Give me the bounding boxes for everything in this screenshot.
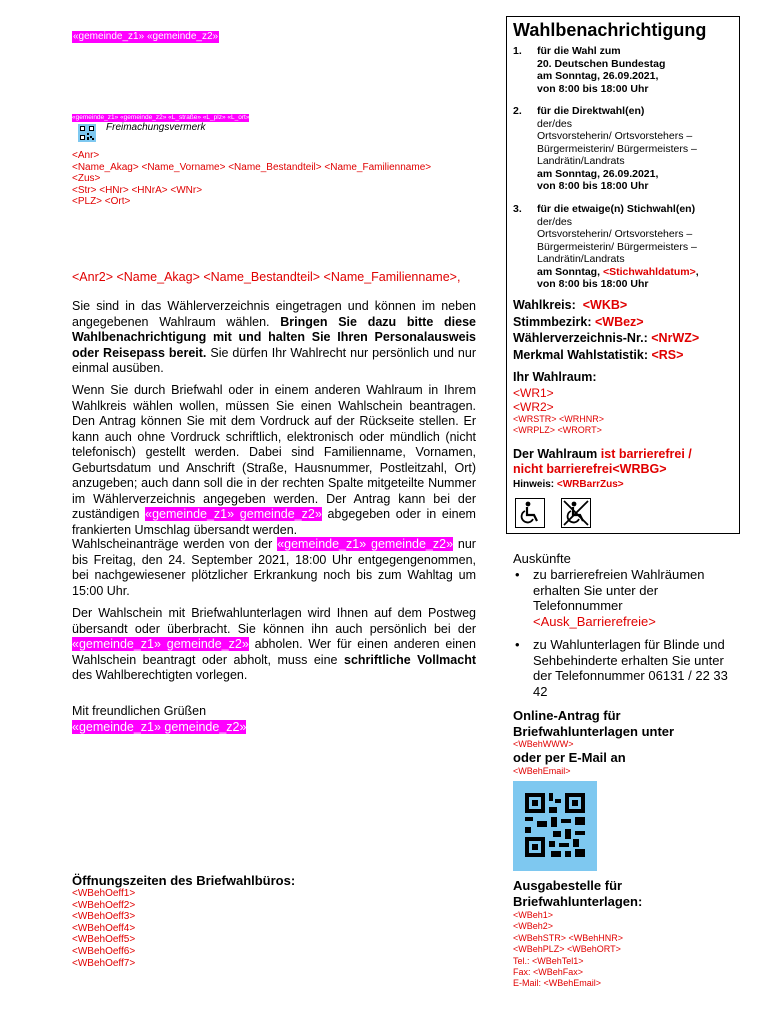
- opening-line: <WBehOeff6>: [72, 945, 136, 957]
- barrierefrei-status: Der Wahlraum ist barrierefrei / nicht barrierefrei<WRBG>: [513, 447, 692, 476]
- opening-line: <WBehOeff4>: [72, 922, 136, 934]
- ausgabestelle-address: [513, 910, 623, 990]
- closing: Mit freundlichen Grüßen «gemeinde_z1» gemeinde_z2»: [72, 704, 247, 734]
- paragraph-2: Wenn Sie durch Briefwahl oder in einem anderen Wahlraum in Ihrem Wahlkreis wählen wollen, müssen Sie einen Wahlschein beantragen. Den Antrag können Sie mit dem Vordruck auf der Rückseite stellen. Er kann auch ohne Vordruck schriftlich, elektronisch oder mündlich (nicht telefonisch) gestellt werden. Dabei sind Familienname, Vornamen, Geburtsdatum und Anschrift (Straße, Hausnummer, Postleitzahl, Ort) anzugeben; auch dann soll die in der rechten Spalte mitgeteilte Nummer im Wählerverzeichnis angegeben werden. Der Antrag kann bei der zuständigen «gemeinde_z1» gemeinde_z2» abgegeben oder in einem frankierten Umschlag übersandt werden.: [72, 383, 476, 537]
- paragraph-4: Der Wahlschein mit Briefwahlunterlagen wird Ihnen auf dem Postweg übersandt oder überbracht. Sie können ihn auch persönlich bei der «gemeinde_z1» gemeinde_z2» abholen. Wer für einen anderen einen Wahlschein beantragt oder abholt, muss eine schriftliche Vollmacht des Wahlberechtigten vorlegen.: [72, 606, 476, 682]
- opening-line: <WBehOeff3>: [72, 911, 136, 923]
- opening-hours: [72, 888, 135, 969]
- ausgabe-line: <WBehPLZ> <WBehORT>: [513, 944, 621, 955]
- ausgabe-line: <WBehSTR> <WBehHNR>: [513, 932, 624, 943]
- ausgabe-line: <WBeh2>: [513, 921, 554, 932]
- auskunft-blinde: • zu Wahlunterlagen für Blinde und Sehbehinderte erhalten Sie unter der Telefonnummer 06131 / 22 33 42: [513, 637, 743, 699]
- waehlerverzeichnis-nr: Wählerverzeichnis-Nr.: <NrWZ>: [513, 331, 700, 345]
- accessibility-icons: [515, 498, 591, 533]
- wahlraum-address: <WR1> <WR2> <WRSTR> <WRHNR> <WRPLZ> <WRORT>: [513, 386, 605, 435]
- sender-top-line: «gemeinde_z1» «gemeinde_z2»: [73, 31, 219, 42]
- stimmbezirk: Stimmbezirk: <WBez>: [513, 314, 644, 329]
- qr-code-icon: [513, 781, 597, 871]
- auskuenfte-title: Auskünfte: [513, 551, 571, 566]
- email-title: oder per E-Mail an: [513, 750, 626, 765]
- ausgabe-line: E-Mail: <WBehEmail>: [513, 978, 602, 989]
- salutation: <Anr2> <Name_Akag> <Name_Bestandteil> <Name_Familienname>,: [72, 270, 461, 284]
- qr-small-icon: [78, 124, 96, 142]
- ausgabe-line: Tel.: <WBehTel1>: [513, 955, 584, 966]
- online-title: Online-Antrag für Briefwahlunterlagen unter: [513, 708, 675, 739]
- wahlbenachrichtigung-box: Wahlbenachrichtigung 1. für die Wahl zum 20. Deutschen Bundestag am Sonntag, 26.09.2021, von 8:00 bis 18:00 Uhr 2. für die Direktwahl(en) der/des Ortsvorsteherin/ Ortsvorstehers – Bürgermeisterin/ Bürgermeisters – Landrätin/Landrats am Sonntag, 26.09.2021, von 8:00 bis 18:00 Uhr 3. für die etwaige(n) Stichwahl(en) der/des Ortsvorsteherin/ Ortsvorstehers – Bürgermeisterin/ Bürgermeisters – Landrätin/Landrats am Sonntag, <Stichwahldatum>, von 8:00 bis 18:00 Uhr Wahlkreis: <WKB> Stimmbezirk: <WBez> Wählerverzeichnis-Nr.: <NrWZ> Merkmal Wahlstatistik: <RS> Ihr Wahlraum: <WR1> <WR2> <WRSTR> <WRHNR> <WRPLZ> <WRORT> Der Wahlraum ist barrierefrei / nicht barrierefrei<WRBG> Hinweis: <WRBarrZus>: [506, 16, 740, 534]
- merkmal-wahlstatistik: Merkmal Wahlstatistik: <RS>: [513, 347, 684, 362]
- sender-small-line: «gemeinde_z1» «gemeinde_z2» «L_straße» «L_plz» «L_ort»: [72, 114, 250, 121]
- opening-line: <WBehOeff7>: [72, 957, 136, 969]
- gemeinde-highlight: «gemeinde_z1» gemeinde_z2»: [277, 537, 454, 551]
- wheelchair-icon: [515, 498, 545, 528]
- online-email: <WBehEmail>: [513, 766, 571, 776]
- ausgabestelle-title: Ausgabestelle für Briefwahlunterlagen:: [513, 878, 643, 909]
- no-wheelchair-icon: [561, 498, 591, 528]
- wahlkreis: Wahlkreis: <WKB>: [513, 298, 628, 312]
- opening-line: <WBehOeff5>: [72, 934, 136, 946]
- box-title: Wahlbenachrichtigung: [513, 20, 707, 40]
- gemeinde-highlight: «gemeinde_z1» gemeinde_z2»: [145, 507, 322, 521]
- address-line: <Str> <HNr> <HNrA> <WNr>: [72, 184, 203, 196]
- paragraph-1: Sie sind in das Wählerverzeichnis eingetragen und können im neben angegebenen Wahlraum wählen. Bringen Sie dazu bitte diese Wahlbenachrichtigung mit und halten Sie Ihren Personalausweis oder Reisepass bereit. Sie dürfen Ihr Wahlrecht nur persönlich und nur einmal ausüben.: [72, 299, 476, 375]
- ausgabe-line: <WBeh1>: [513, 910, 554, 920]
- gemeinde-highlight: «gemeinde_z1» gemeinde_z2»: [72, 719, 247, 734]
- wahlraum-label: Ihr Wahlraum:: [513, 370, 597, 384]
- paragraph-3: Wahlscheinanträge werden von der «gemeinde_z1» gemeinde_z2» nur bis Freitag, den 24. September 2021, 18:00 Uhr entgegengenommen, bei nachgewiesener plötzlicher Erkrankung noch bis zum Wahltag um 15:00 Uhr.: [72, 537, 476, 598]
- address-line: <Anr>: [72, 150, 100, 161]
- gemeinde-highlight: «gemeinde_z1» gemeinde_z2»: [72, 637, 249, 651]
- hinweis: Hinweis: <WRBarrZus>: [513, 479, 624, 490]
- auskuenfte-list: [513, 567, 743, 707]
- freimachungsvermerk: Freimachungsvermerk: [106, 122, 206, 133]
- opening-title: Öffnungszeiten des Briefwahlbüros:: [72, 873, 296, 888]
- opening-line: <WBehOeff2>: [72, 899, 136, 911]
- address-line: <PLZ> <Ort>: [72, 196, 131, 207]
- address-line: <Zus>: [72, 173, 101, 184]
- recipient-address: [72, 150, 431, 208]
- auskunft-barrierefrei: • zu barrierefreien Wahlräumen erhalten Sie unter der Telefonnummer <Ausk_Barrierefreie>: [513, 567, 743, 629]
- address-line: <Name_Akag> <Name_Vorname> <Name_Bestandteil> <Name_Familienname>: [72, 161, 432, 173]
- voter-info: [513, 297, 699, 363]
- ausgabe-line: Fax: <WBehFax>: [513, 967, 584, 978]
- online-www: <WBehWWW>: [513, 739, 574, 749]
- opening-line: <WBehOeff1>: [72, 888, 136, 899]
